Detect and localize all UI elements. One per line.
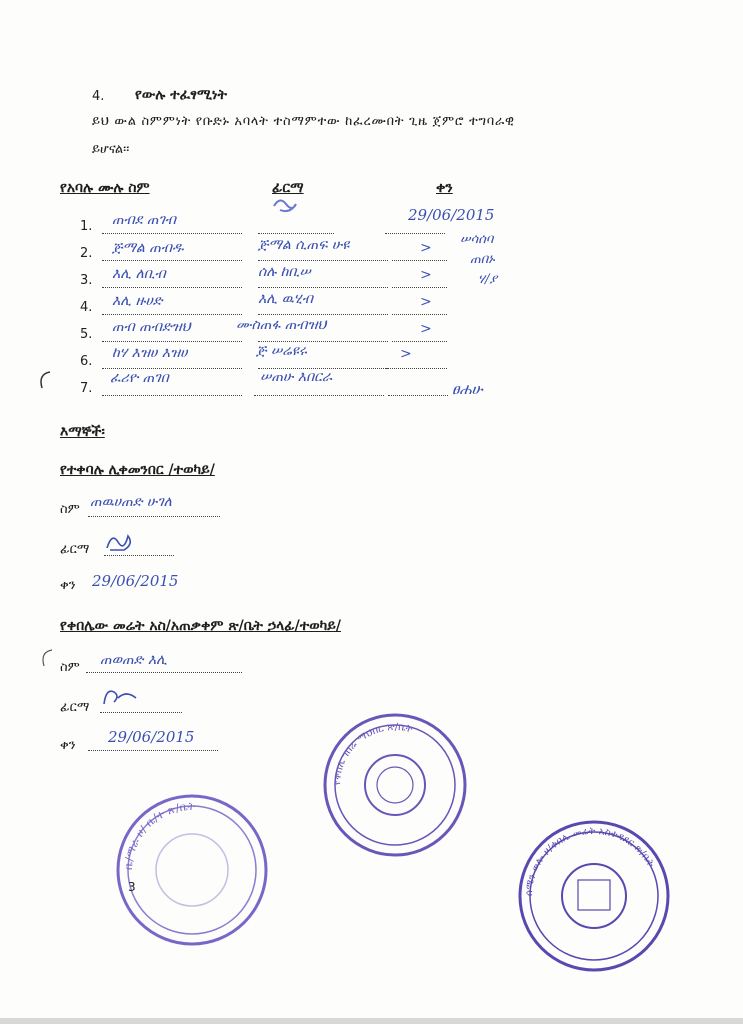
kebele-seal-stamp-center <box>320 710 470 860</box>
witnesses-heading: እማኞች፡ <box>60 424 105 440</box>
receiver-signature-label: ፊርማ <box>60 542 90 557</box>
member-name: እሊ ዙሀድ <box>112 293 163 309</box>
member-signature: እሊ ዉሂብ <box>258 291 313 307</box>
office-name-label: ስም <box>60 660 80 675</box>
signature-scribble-icon <box>270 194 300 216</box>
page-bottom-edge <box>0 1018 743 1024</box>
member-date: > <box>420 294 432 310</box>
name-line <box>102 341 242 342</box>
receiver-date-label: ቀን <box>60 578 76 593</box>
date-line <box>392 287 447 288</box>
signature-line <box>258 341 388 342</box>
row-number: 7. <box>80 381 93 396</box>
office-signature-scribble-icon <box>100 684 140 710</box>
svg-text:የቀበሌ ገበሬ ማህበር ጽ/ቤት <box>332 722 414 785</box>
row-number: 5. <box>80 327 93 342</box>
name-line <box>102 260 242 261</box>
date-line <box>385 233 445 234</box>
member-signature: ጅ ሠሬዩሩ <box>256 343 307 359</box>
section-title: የውሉ ተፈፃሚነት <box>135 87 227 103</box>
column-header-date: ቀን <box>436 180 453 196</box>
signature-line <box>258 233 334 234</box>
member-date: > <box>400 346 412 362</box>
margin-note: ሠሳሰባ <box>460 232 494 247</box>
land-office-seal-stamp-right <box>514 816 674 976</box>
margin-note: ፀሐሁ <box>452 380 483 398</box>
office-seal-stamp-left <box>112 790 272 950</box>
column-header-signature: ፊርማ <box>272 180 304 196</box>
name-line <box>102 395 242 396</box>
section-body-line-2: ይሆናል፡፡ <box>92 142 130 157</box>
member-signature: ሙስጠፋ ጠብዝህ <box>236 317 327 333</box>
column-header-name: የአባሉ ሙሉ ስም <box>60 180 150 196</box>
receiver-name-line <box>88 516 220 517</box>
office-signature-line <box>100 712 182 713</box>
name-line <box>102 233 242 234</box>
row-number: 3. <box>80 273 93 288</box>
receiver-heading: የተቀባሉ ሊቀመንበር /ተወካይ/ <box>60 462 215 478</box>
member-signature: ጅማል ሲጠፍ ሁዩ <box>258 237 350 253</box>
office-signature-label: ፊርማ <box>60 700 90 715</box>
name-line <box>102 287 242 288</box>
date-line <box>388 395 448 396</box>
stamp-2-text: የቀበሌ ገበሬ ማህበር ጽ/ቤት <box>331 721 414 786</box>
member-name: እሊ ለቢብ <box>112 266 166 282</box>
member-date: > <box>420 267 432 283</box>
signature-line <box>258 314 388 315</box>
member-name: ጠብደ ጠገብ <box>112 212 176 228</box>
scan-mark-icon <box>36 646 56 670</box>
scan-mark-icon <box>34 368 54 392</box>
receiver-signature-scribble-icon <box>104 530 138 554</box>
member-date: > <box>420 240 432 256</box>
member-signature: ሠጠሁ እበርራ <box>260 369 332 385</box>
receiver-date-value: 29/06/2015 <box>92 572 179 590</box>
section-body-line-1: ይህ ውል ስምምነት የቡድኑ አባላት ተስማምተው ከፈረሙበት ጊዜ ጀምሮ ተግባራዊ <box>92 114 515 129</box>
receiver-name-value: ጠዉሀጠድ ሁገለ <box>90 494 172 510</box>
signature-line <box>258 260 388 261</box>
date-line <box>392 341 447 342</box>
office-name-line <box>86 672 242 673</box>
member-date: 29/06/2015 <box>408 206 495 224</box>
page-number: 3 <box>128 880 136 894</box>
stamp-3-text: ሰሜን ወሎ ዞ/ቀበሌ መሬት አስተዳደር ጽ/ቤት <box>523 825 657 897</box>
office-date-value: 29/06/2015 <box>108 728 195 746</box>
office-heading: የቀበሌው መሬት አስ/አጠቃቀም ጽ/ቤት ኃላፊ/ተወካይ/ <box>60 618 341 634</box>
office-date-line <box>88 750 218 751</box>
member-name: ከሃ እዝሀ እዝሀ <box>112 345 188 361</box>
name-line <box>102 314 242 315</box>
member-signature: ሰሉ ከቢሠ <box>258 264 311 280</box>
row-number: 4. <box>80 300 93 315</box>
office-name-value: ጠወጠድ እሊ <box>100 652 167 668</box>
signature-line <box>258 287 388 288</box>
member-name: ጅማል ጠብዱ <box>112 240 184 256</box>
date-line <box>385 368 447 369</box>
date-line <box>392 260 447 261</box>
margin-note: ጠበኑ <box>470 252 495 267</box>
member-name: ጠብ ጠብድዝህ <box>112 319 191 335</box>
stamp-1-text: ቤ/ማራ ዞ/ ቤ/ተ ጽ/ቤት <box>121 799 196 871</box>
member-date: > <box>420 321 432 337</box>
row-number: 6. <box>80 354 93 369</box>
office-date-label: ቀን <box>60 738 76 753</box>
margin-note: ሃ/ያ <box>478 272 498 287</box>
date-line <box>392 314 447 315</box>
signature-line <box>254 395 384 396</box>
receiver-name-label: ስም <box>60 502 80 517</box>
row-number: 2. <box>80 246 93 261</box>
name-line <box>102 368 242 369</box>
member-name: ፈሪዮ ጠገበ <box>110 370 169 386</box>
section-number: 4. <box>92 89 105 104</box>
receiver-signature-line <box>104 555 174 556</box>
row-number: 1. <box>80 219 93 234</box>
